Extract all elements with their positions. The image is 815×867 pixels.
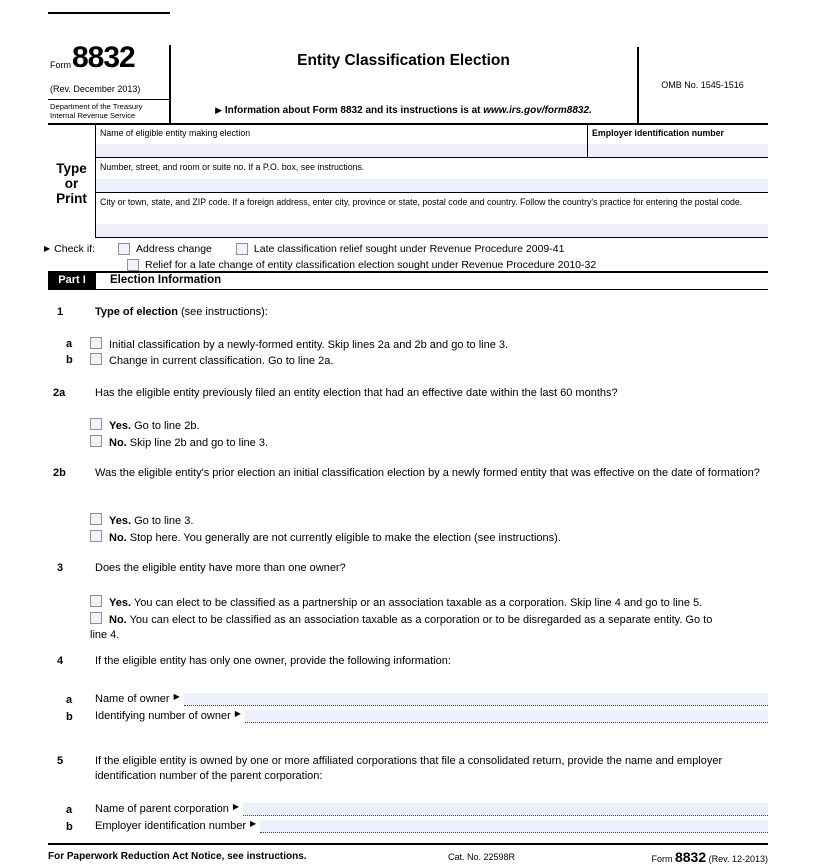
part1-title: Election Information bbox=[110, 274, 222, 286]
line-5 bbox=[48, 754, 768, 784]
line-3-yes bbox=[48, 595, 768, 611]
line-2b-yes-option bbox=[90, 513, 768, 529]
line-1b-letter: b bbox=[66, 354, 73, 366]
paperwork-notice: For Paperwork Reduction Act Notice, see instructions. bbox=[48, 851, 307, 862]
line-5-number: 5 bbox=[57, 755, 64, 767]
line-2b-question: Was the eligible entity's prior election an initial classification election by a newly formed entity that was effective on the date of formation? bbox=[95, 467, 760, 479]
checkbox-3-no[interactable] bbox=[90, 612, 102, 624]
info-url[interactable]: www.irs.gov/form8832. bbox=[483, 105, 592, 116]
line-3-question: Does the eligible entity have more than one owner? bbox=[95, 562, 346, 574]
line-2b-number: 2b bbox=[53, 467, 66, 479]
line-2a-number: 2a bbox=[53, 387, 66, 399]
owner-name-label: Name of owner bbox=[95, 693, 170, 705]
late-relief-label: Late classification relief sought under Revenue Procedure 2009-41 bbox=[253, 242, 565, 255]
line-4b bbox=[48, 707, 768, 723]
address-change-option bbox=[118, 243, 212, 255]
line-3-yes-option bbox=[90, 595, 768, 611]
arrow-icon: ▶ bbox=[215, 105, 223, 115]
info-line bbox=[170, 105, 637, 116]
entity-name-input[interactable] bbox=[96, 144, 587, 157]
check-if-section bbox=[44, 241, 768, 272]
line-3 bbox=[48, 561, 768, 576]
street-label: Number, street, and room or suite no. If a P.O. box, see instructions. bbox=[100, 162, 365, 172]
checkbox-late-relief-2009-41[interactable] bbox=[236, 243, 248, 255]
owner-id-label: Identifying number of owner bbox=[95, 710, 231, 722]
line-4-number: 4 bbox=[57, 655, 64, 667]
checkbox-2b-yes[interactable] bbox=[90, 513, 102, 525]
type-word: Type bbox=[56, 161, 87, 176]
owner-id-input[interactable] bbox=[245, 710, 768, 723]
ein-label: Employer identification number bbox=[592, 127, 724, 138]
footer-form-number: 8832 bbox=[674, 849, 707, 865]
line-2a-no-bold: No. bbox=[109, 437, 127, 449]
line-1a bbox=[48, 337, 768, 353]
part1-bar bbox=[48, 271, 768, 290]
line-5b bbox=[48, 817, 768, 833]
parent-name-input[interactable] bbox=[243, 803, 768, 816]
checkbox-2b-no[interactable] bbox=[90, 530, 102, 542]
line-4a bbox=[48, 690, 768, 706]
line-2b-yes-label: Go to line 3. bbox=[131, 515, 194, 527]
omb-number: OMB No. 1545-1516 bbox=[661, 80, 744, 90]
entity-name-label: Name of eligible entity making election bbox=[100, 127, 251, 138]
entity-name-row bbox=[96, 125, 768, 158]
line-1b bbox=[48, 353, 768, 369]
arrow-icon: ▶ bbox=[173, 692, 180, 701]
footer-form-word: Form bbox=[651, 854, 675, 864]
line-1 bbox=[48, 305, 768, 320]
line-5-question: If the eligible entity is owned by one or more affiliated corporations that file a consolidated return, provide the name and employer identification number of the parent corporation: bbox=[95, 755, 723, 782]
line-2b-yes-bold: Yes. bbox=[109, 515, 132, 527]
line-2a-yes-bold: Yes. bbox=[109, 420, 132, 432]
line-5a bbox=[48, 800, 768, 816]
info-text: Information about Form 8832 and its instructions is at bbox=[224, 105, 484, 116]
line-2a-no bbox=[48, 435, 768, 451]
arrow-icon: ▶ bbox=[250, 819, 257, 828]
line-2b-no-bold: No. bbox=[109, 532, 127, 544]
line-3-yes-bold: Yes. bbox=[109, 597, 132, 609]
parent-ein-input[interactable] bbox=[260, 820, 768, 833]
city-label: City or town, state, and ZIP code. If a foreign address, enter city, province or state, postal code and country. Follow the country's practice for entering the postal code. bbox=[100, 196, 743, 207]
footer-rule bbox=[48, 843, 768, 845]
line-1-rest: (see instructions): bbox=[177, 306, 268, 318]
line-4-question: If the eligible entity has only one owner, provide the following information: bbox=[95, 655, 451, 667]
page-title: Entity Classification Election bbox=[297, 52, 510, 69]
checkbox-late-change-2010-32[interactable] bbox=[127, 259, 139, 271]
footer-form-revision: (Rev. 12-2013) bbox=[706, 854, 768, 864]
line-3-no-label: You can elect to be classified as an association taxable as a corporation or to be disregarded as a separate entity. Go to line 4. bbox=[90, 614, 713, 641]
checkbox-1b-change-classification[interactable] bbox=[90, 353, 102, 365]
line-2b-yes bbox=[48, 513, 768, 529]
line-2b-no-label: Stop here. You generally are not currently eligible to make the election (see instructions). bbox=[126, 532, 561, 544]
address-change-label: Address change bbox=[136, 242, 212, 255]
line-4a-letter: a bbox=[66, 694, 73, 706]
check-if-line2 bbox=[127, 257, 768, 272]
parent-name-label: Name of parent corporation bbox=[95, 803, 229, 815]
line-2a-no-label: Skip line 2b and go to line 3. bbox=[126, 437, 268, 449]
line-2a-no-option bbox=[90, 435, 768, 451]
city-row bbox=[96, 194, 768, 237]
line-3-no bbox=[48, 612, 768, 643]
line-3-yes-label: You can elect to be classified as a partnership or an association taxable as a corporation. Skip line 4 and go to line 5. bbox=[131, 597, 703, 609]
line-1a-option bbox=[90, 337, 768, 353]
line-1a-letter: a bbox=[66, 338, 73, 350]
ein-cell bbox=[587, 125, 768, 157]
checkbox-3-yes[interactable] bbox=[90, 595, 102, 607]
form-word: Form bbox=[50, 60, 71, 70]
arrow-icon: ▶ bbox=[234, 709, 241, 718]
form-agency bbox=[50, 102, 142, 120]
line-2a-yes bbox=[48, 418, 768, 434]
entity-info-table bbox=[95, 125, 768, 238]
arrow-icon: ▶ bbox=[44, 244, 51, 253]
line-2b-no bbox=[48, 530, 768, 546]
header-left-rule bbox=[48, 99, 169, 100]
line-1-number: 1 bbox=[57, 306, 64, 318]
street-row bbox=[96, 160, 768, 193]
check-if-label: Check if: bbox=[54, 242, 96, 255]
top-rule bbox=[48, 12, 170, 14]
line-2a-yes-option bbox=[90, 418, 768, 434]
line-3-number: 3 bbox=[57, 562, 64, 574]
line-1-bold: Type of election bbox=[95, 306, 178, 318]
line-2a bbox=[48, 386, 768, 401]
line-1b-label: Change in current classification. Go to line 2a. bbox=[109, 355, 334, 367]
checkbox-address-change[interactable] bbox=[118, 243, 130, 255]
checkbox-2a-yes[interactable] bbox=[90, 418, 102, 430]
line-3-no-option bbox=[90, 612, 730, 643]
line-2b-no-option bbox=[90, 530, 768, 546]
line-1b-option bbox=[90, 353, 768, 369]
line-4 bbox=[48, 654, 768, 669]
ein-input[interactable] bbox=[588, 144, 768, 157]
line-2a-yes-label: Go to line 2b. bbox=[131, 420, 200, 432]
print-word: Print bbox=[56, 191, 87, 206]
form-revision: (Rev. December 2013) bbox=[50, 84, 141, 94]
entity-name-cell bbox=[96, 125, 587, 157]
line-2a-question: Has the eligible entity previously filed an entity election that had an effective date within the last 60 months? bbox=[95, 387, 618, 399]
checkbox-1a-initial-classification[interactable] bbox=[90, 337, 102, 349]
late-change-label: Relief for a late change of entity classification election sought under Revenue Procedure 2010-32 bbox=[145, 258, 597, 271]
footer-form-id bbox=[651, 849, 768, 865]
owner-name-input[interactable] bbox=[184, 693, 768, 706]
arrow-icon: ▶ bbox=[232, 802, 240, 811]
line-1a-label: Initial classification by a newly-formed entity. Skip lines 2a and 2b and go to line 3. bbox=[109, 339, 509, 351]
footer bbox=[48, 849, 768, 865]
type-or-print-label bbox=[48, 161, 95, 206]
line-4b-letter: b bbox=[66, 711, 73, 723]
city-input[interactable] bbox=[96, 224, 768, 237]
checkbox-2a-no[interactable] bbox=[90, 435, 102, 447]
street-input[interactable] bbox=[96, 179, 768, 192]
parent-ein-label: Employer identification number bbox=[95, 820, 247, 832]
agency-line2: Internal Revenue Service bbox=[50, 111, 136, 120]
line-5b-letter: b bbox=[66, 821, 73, 833]
catalog-number: Cat. No. 22598R bbox=[448, 852, 516, 862]
line-2b bbox=[48, 466, 768, 481]
check-if-line1 bbox=[44, 241, 768, 256]
part1-label: Part I bbox=[48, 273, 96, 289]
line-5a-letter: a bbox=[66, 804, 73, 816]
line-1-text bbox=[95, 305, 768, 320]
or-word: or bbox=[64, 176, 79, 191]
late-relief-option bbox=[236, 243, 565, 255]
form-number: 8832 bbox=[72, 41, 135, 74]
agency-line1: Department of the Treasury bbox=[50, 102, 143, 111]
line-3-no-bold: No. bbox=[109, 614, 127, 626]
